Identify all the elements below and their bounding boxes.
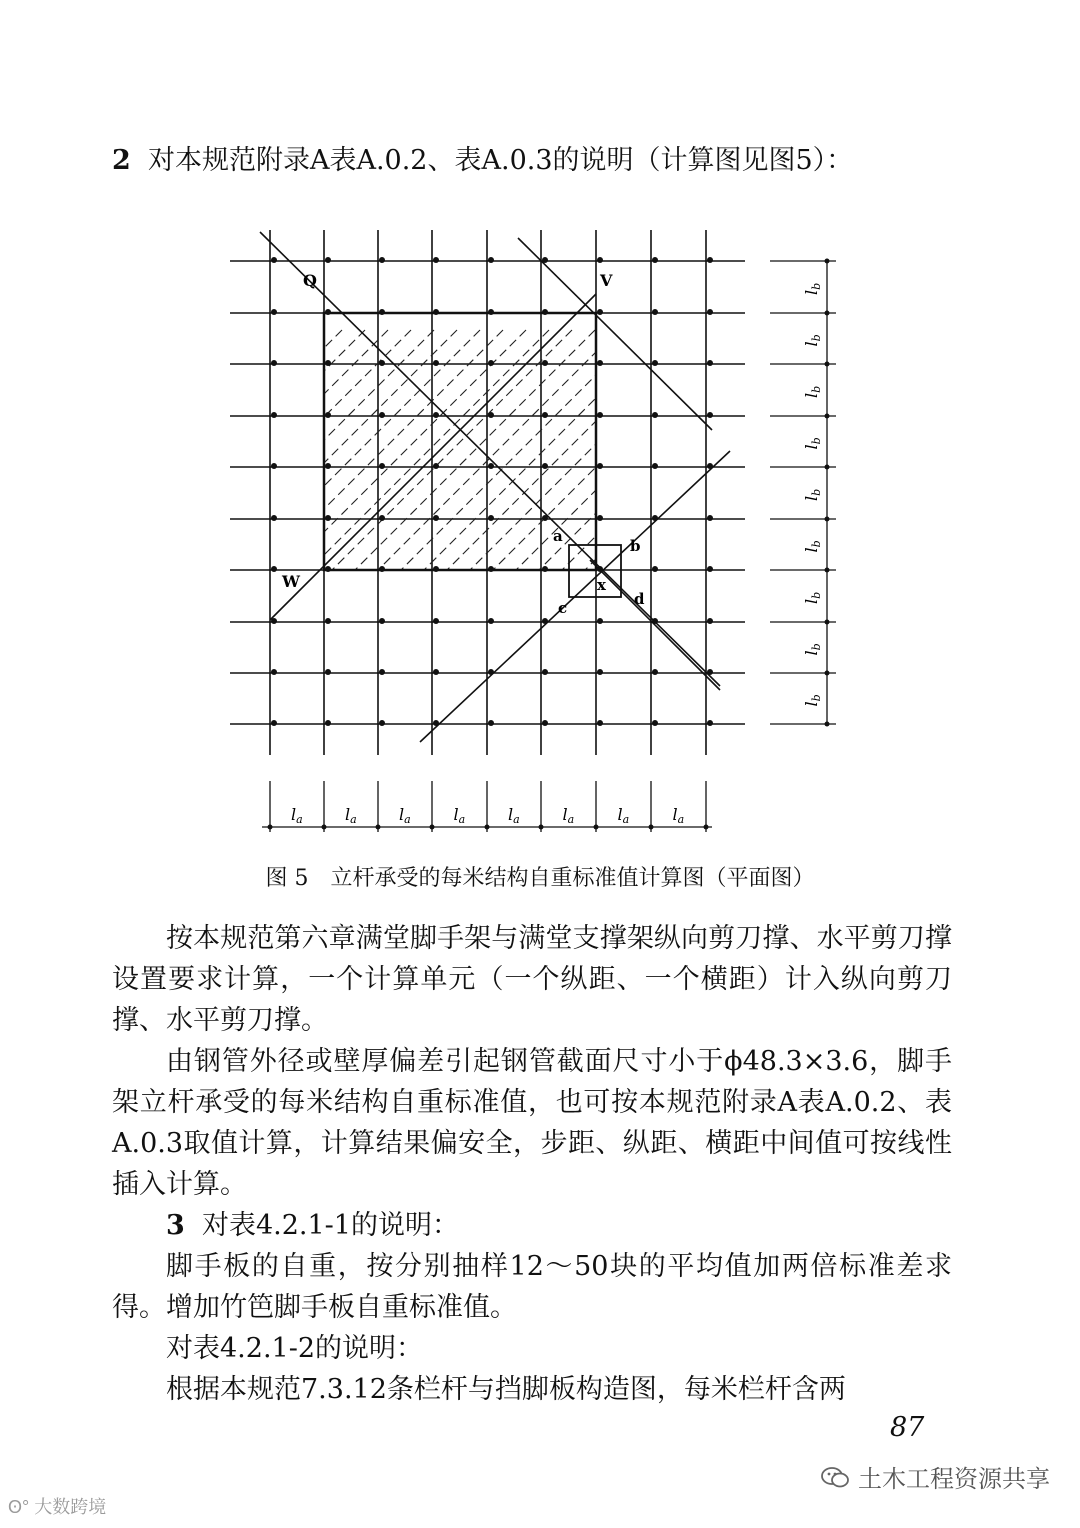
hatch-line: [585, 330, 825, 570]
la-tick: [485, 825, 490, 830]
pole-node: [325, 669, 331, 675]
pole-node: [488, 463, 494, 469]
label-c: c: [558, 599, 568, 617]
section-3-heading: [112, 1205, 952, 1246]
pole-node: [433, 360, 439, 366]
pole-node: [379, 257, 385, 263]
pole-node: [271, 463, 277, 469]
pole-node: [325, 309, 331, 315]
watermark-left-text: 大数跨境: [34, 1497, 107, 1517]
pole-node: [379, 515, 385, 521]
pole-node: [542, 360, 548, 366]
pole-node: [488, 720, 494, 726]
pole-node: [379, 720, 385, 726]
lb-label: lb: [802, 282, 823, 295]
pole-node: [652, 257, 658, 263]
lb-label-subscript: b: [810, 437, 823, 445]
la-tick: [268, 825, 273, 830]
pole-node: [325, 257, 331, 263]
figure-caption: 图 5 立杆承受的每米结构自重标准值计算图（平面图）: [265, 866, 815, 891]
hatch-line: [171, 330, 411, 570]
la-label: la: [291, 805, 303, 826]
label-w: W: [282, 572, 300, 591]
la-label: la: [508, 805, 520, 826]
pole-node: [652, 618, 658, 624]
pole-node: [597, 360, 603, 366]
la-tick: [594, 825, 599, 830]
pole-node: [542, 412, 548, 418]
pole-node: [652, 309, 658, 315]
la-label-subscript: a: [296, 813, 303, 826]
watermark-left-icon: ʘ°: [8, 1497, 30, 1517]
hatch-line: [0, 330, 181, 570]
pole-node: [707, 566, 713, 572]
la-label: la: [399, 805, 411, 826]
pole-node: [597, 463, 603, 469]
pole-node: [433, 566, 439, 572]
lb-tick: [825, 671, 830, 676]
pole-node: [325, 515, 331, 521]
hatch-line: [424, 330, 664, 570]
hatch-line: [0, 330, 89, 570]
section-3-number: 3: [166, 1210, 185, 1241]
lb-tick: [825, 517, 830, 522]
pole-node: [488, 412, 494, 418]
pole-node: [488, 566, 494, 572]
label-x: x: [597, 576, 606, 594]
lb-label: lb: [802, 385, 823, 398]
pole-node: [433, 463, 439, 469]
label-q: Q: [303, 271, 317, 290]
pole-node: [433, 515, 439, 521]
hatch-line: [194, 330, 434, 570]
pole-node: [488, 618, 494, 624]
hatch-line: [562, 330, 802, 570]
lb-label: lb: [802, 437, 823, 450]
hatch-line: [79, 330, 319, 570]
hatch-line: [0, 330, 204, 570]
hatch-line: [516, 330, 756, 570]
la-label-subscript: a: [350, 813, 357, 826]
hatch-line: [0, 330, 20, 570]
pole-node: [325, 566, 331, 572]
paragraph-1: 按本规范第六章满堂脚手架与满堂支撑架纵向剪刀撑、水平剪刀撑设置要求计算，一个计算单元（一个纵距、一个横距）计入纵向剪刀撑、水平剪刀撑。: [112, 923, 952, 1036]
pole-node: [542, 309, 548, 315]
pole-node: [488, 669, 494, 675]
pole-node: [542, 257, 548, 263]
hatch-line: [286, 330, 526, 570]
section-2-number: 2: [112, 145, 131, 176]
pole-node: [542, 720, 548, 726]
hatch-line: [125, 330, 365, 570]
lb-label-subscript: b: [810, 488, 823, 496]
dimension-lines: [262, 259, 836, 833]
hatch-line: [102, 330, 342, 570]
pole-node: [271, 618, 277, 624]
hatch-line: [493, 330, 733, 570]
pole-node: [488, 515, 494, 521]
pole-node: [707, 412, 713, 418]
la-label-subscript: a: [458, 813, 466, 826]
pole-node: [652, 463, 658, 469]
pole-node: [707, 669, 713, 675]
pole-nodes: [271, 257, 713, 726]
pole-node: [488, 257, 494, 263]
pole-node: [707, 720, 713, 726]
lb-label-subscript: b: [810, 334, 823, 342]
pole-node: [325, 412, 331, 418]
la-label: la: [453, 805, 466, 826]
hatch-line: [378, 330, 618, 570]
watermark-text: 土木工程资源共享: [858, 1466, 1050, 1493]
lb-label-subscript: b: [810, 591, 823, 599]
lb-tick: [825, 568, 830, 573]
hatch-line: [0, 330, 227, 570]
pole-node: [379, 360, 385, 366]
pole-node: [433, 618, 439, 624]
la-label: la: [672, 805, 685, 826]
pole-node: [597, 566, 603, 572]
hatch-line: [401, 330, 641, 570]
hatch-line: [263, 330, 503, 570]
pole-node: [271, 720, 277, 726]
pole-node: [488, 309, 494, 315]
hatch-line: [240, 330, 480, 570]
lb-label-subscript: b: [810, 282, 823, 290]
lb-tick: [825, 362, 830, 367]
pole-node: [379, 463, 385, 469]
pole-node: [707, 463, 713, 469]
watermark-left: [8, 1493, 106, 1519]
hatch-line: [0, 330, 158, 570]
pole-node: [597, 257, 603, 263]
section-2-text: 对本规范附录A表A.0.2、表A.0.3的说明（计算图见图5）：: [147, 145, 854, 176]
pole-node: [325, 618, 331, 624]
pole-node: [542, 463, 548, 469]
pole-node: [652, 360, 658, 366]
hatch-line: [332, 330, 572, 570]
hatch-line: [677, 330, 917, 570]
lb-label-subscript: b: [810, 643, 823, 651]
section-3-text: 对表4.2.1-1的说明：: [201, 1210, 459, 1241]
lb-tick: [825, 311, 830, 316]
lb-label-subscript: b: [810, 385, 823, 393]
pole-node: [271, 515, 277, 521]
pole-node: [597, 720, 603, 726]
lb-tick: [825, 465, 830, 470]
pole-node: [652, 669, 658, 675]
pole-node: [542, 515, 548, 521]
label-d: d: [634, 590, 645, 608]
paragraph-3: 脚手板的自重，按分别抽样12～50块的平均值加两倍标准差求得。增加竹笆脚手板自重标准值。: [112, 1251, 952, 1323]
la-tick: [322, 825, 327, 830]
hatch-line: [217, 330, 457, 570]
pole-node: [379, 566, 385, 572]
pole-node: [433, 720, 439, 726]
lb-label: lb: [802, 540, 823, 553]
pole-node: [271, 309, 277, 315]
pole-node: [542, 618, 548, 624]
pole-node: [597, 669, 603, 675]
hatch-line: [0, 330, 66, 570]
label-v: V: [600, 271, 613, 290]
pole-node: [433, 412, 439, 418]
lb-label: lb: [802, 591, 823, 604]
pole-node: [542, 566, 548, 572]
la-label: la: [617, 805, 630, 826]
pole-node: [379, 618, 385, 624]
hatch-line: [654, 330, 894, 570]
pole-node: [707, 618, 713, 624]
pole-node: [707, 360, 713, 366]
la-tick: [430, 825, 435, 830]
lb-tick: [825, 259, 830, 264]
pole-node: [271, 669, 277, 675]
pole-node: [597, 618, 603, 624]
pole-node: [652, 566, 658, 572]
pole-node: [597, 412, 603, 418]
la-label-subscript: a: [567, 813, 575, 826]
watermark-right: [820, 1459, 1050, 1494]
lb-label: lb: [802, 694, 823, 707]
pole-node: [707, 515, 713, 521]
pole-node: [707, 257, 713, 263]
hatch-line: [10, 330, 250, 570]
la-tick: [649, 825, 654, 830]
lb-tick: [825, 414, 830, 419]
section-3-subheading: 对表4.2.1-2的说明：: [166, 1333, 424, 1364]
lb-label: lb: [802, 488, 823, 501]
pole-node: [379, 309, 385, 315]
hatch-line: [56, 330, 296, 570]
hatch-line: [470, 330, 710, 570]
pole-node: [271, 412, 277, 418]
la-tick: [539, 825, 544, 830]
la-label: la: [345, 805, 357, 826]
pole-node: [707, 309, 713, 315]
pole-node: [325, 463, 331, 469]
la-tick: [376, 825, 381, 830]
pole-node: [379, 669, 385, 675]
la-label-subscript: a: [677, 813, 685, 826]
hatch-line: [539, 330, 779, 570]
pole-node: [433, 669, 439, 675]
pole-node: [488, 360, 494, 366]
pole-node: [271, 257, 277, 263]
scaffold-grid: [230, 230, 745, 755]
pole-node: [652, 412, 658, 418]
pole-node: [325, 360, 331, 366]
lb-tick: [825, 722, 830, 727]
la-label: la: [562, 805, 575, 826]
scissor-brace-lines: [260, 232, 730, 742]
pole-node: [652, 720, 658, 726]
pole-node: [379, 412, 385, 418]
lb-label: lb: [802, 334, 823, 347]
pole-node: [542, 669, 548, 675]
hatch-line: [0, 330, 43, 570]
wechat-icon: [820, 1465, 850, 1489]
la-label-subscript: a: [622, 813, 630, 826]
hatch-line: [0, 330, 112, 570]
pole-node: [271, 360, 277, 366]
pole-node: [433, 309, 439, 315]
hatch-line: [0, 330, 135, 570]
hatch-line: [631, 330, 871, 570]
pole-node: [325, 720, 331, 726]
shaded-unit-area: [0, 330, 917, 570]
page-number: 87: [890, 1412, 925, 1443]
lb-label: lb: [802, 643, 823, 656]
hatch-line: [309, 330, 549, 570]
pole-node: [597, 309, 603, 315]
hatch-line: [33, 330, 273, 570]
pole-node: [271, 566, 277, 572]
pole-node: [433, 257, 439, 263]
label-a: a: [553, 527, 563, 545]
paragraph-4: 根据本规范7.3.12条栏杆与挡脚板构造图，每米栏杆含两: [166, 1374, 846, 1405]
la-label-subscript: a: [513, 813, 520, 826]
lb-tick: [825, 620, 830, 625]
lb-label-subscript: b: [810, 694, 823, 702]
paragraph-2: 由钢管外径或壁厚偏差引起钢管截面尺寸小于ϕ48.3×3.6，脚手架立杆承受的每米结构自重标准值，也可按本规范附录A表A.0.2、表A.0.3取值计算，计算结果偏安全，步距、纵距、横距中间值可按线性插入计算。: [112, 1046, 952, 1200]
label-b: b: [630, 537, 641, 555]
la-label-subscript: a: [404, 813, 411, 826]
la-tick: [704, 825, 709, 830]
lb-label-subscript: b: [810, 540, 823, 548]
pole-node: [652, 515, 658, 521]
pole-node: [597, 515, 603, 521]
hatch-line: [148, 330, 388, 570]
